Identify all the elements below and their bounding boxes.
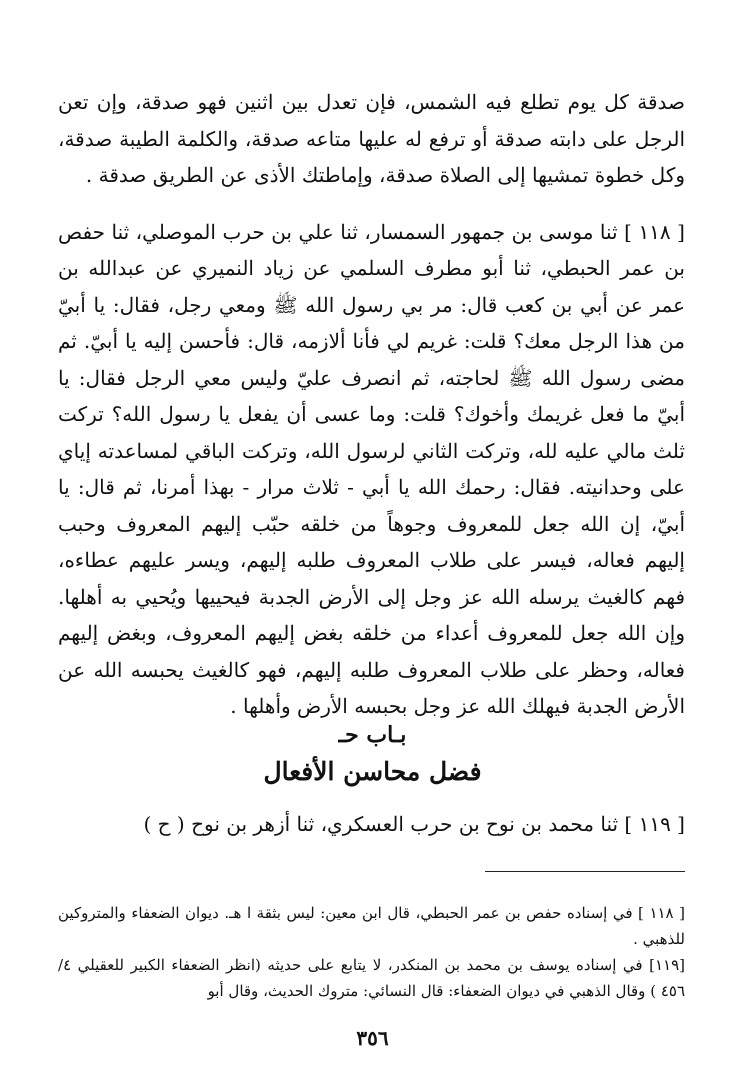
footnote-separator — [485, 871, 685, 872]
hadith-118: [ ١١٨ ] ثنا موسى بن جمهور السمسار، ثنا علي بن حرب الموصلي، ثنا حفص بن عمر الحبطي، ثنا أبو مطرف السلمي عن زياد النميري عن عبدالله بن عمر عن أبي بن كعب قال: مر بي رسول الله ﷺ ومعي رجل، فقال: يا أبيّ من هذا الرجل معك؟ قلت: غريم لي فأنا ألازمه، قال: فأحسن إليه يا أبيّ. ثم مضى رسول الله ﷺ لحاجته، ثم انصرف عليّ وليس معي الرجل فقال: يا أبيّ ما فعل غريمك وأخوك؟ قلت: وما عسى أن يفعل يا رسول الله؟ تركت ثلث مالي عليه لله، وتركت الثاني لرسول الله، وتركت الباقي لمساعدته إياي على وحدانيته. فقال: رحمك الله يا أبي - ثلاث مرار - بهذا أمرنا، ثم قال: يا أبيّ، إن الله جعل للمعروف وجوهاً من خلقه حبّب إليهم المعروف وحبب إليهم فعاله، فيسر على طلاب المعروف طلبه إليهم، ويسر عليهم عطاءه، فهم كالغيث يرسله الله عز وجل إلى الأرض الجدبة فيحييها ويُحيي به أهلها. وإن الله جعل للمعروف أعداء من خلقه بغض إليهم المعروف، وبغض إليهم فعاله، وحظر على طلاب المعروف طلبه إليهم، فهو كالغيث يحبسه الله عن الأرض الجدبة فيهلك الله عز وجل بحبسه الأرض وأهلها . — [58, 219, 686, 718]
paragraph-continuation: صدقة كل يوم تطلع فيه الشمس، فإن تعدل بين اثنين فهو صدقة، وإن تعن الرجل على دابته صدقة أو ترفع له عليها متاعه صدقة، والكلمة الطيبة صدقة، وكل خطوة تمشيها إلى الصلاة صدقة، وإماطتك الأذى عن الطريق صدقة . — [58, 90, 685, 187]
hadith-119: [ ١١٩ ] ثنا محمد بن نوح بن حرب العسكري، ثنا أزهر بن نوح ( ح ) — [143, 812, 685, 836]
main-text — [58, 84, 685, 725]
footnote-118: [ ١١٨ ] في إسناده حفص بن عمر الحبطي، قال ابن معين: ليس بثقة ا هـ. ديوان الضعفاء والمتروكين للذهبي . — [58, 904, 685, 948]
footnote-119: [١١٩] في إسناده يوسف بن محمد بن المنكدر، لا يتابع على حديثه (انظر الضعفاء الكبير للعقيلي ٤/ ٤٥٦ ) وقال الذهبي في ديوان الضعفاء: قال النسائي: متروك الحديث، وقال أبو — [58, 956, 685, 1000]
page-number: ٣٥٦ — [356, 1026, 389, 1050]
chapter-label: بـاب حـ — [338, 722, 407, 748]
footnotes — [58, 900, 685, 1004]
chapter-title: فضل محاسن الأفعال — [263, 757, 482, 786]
